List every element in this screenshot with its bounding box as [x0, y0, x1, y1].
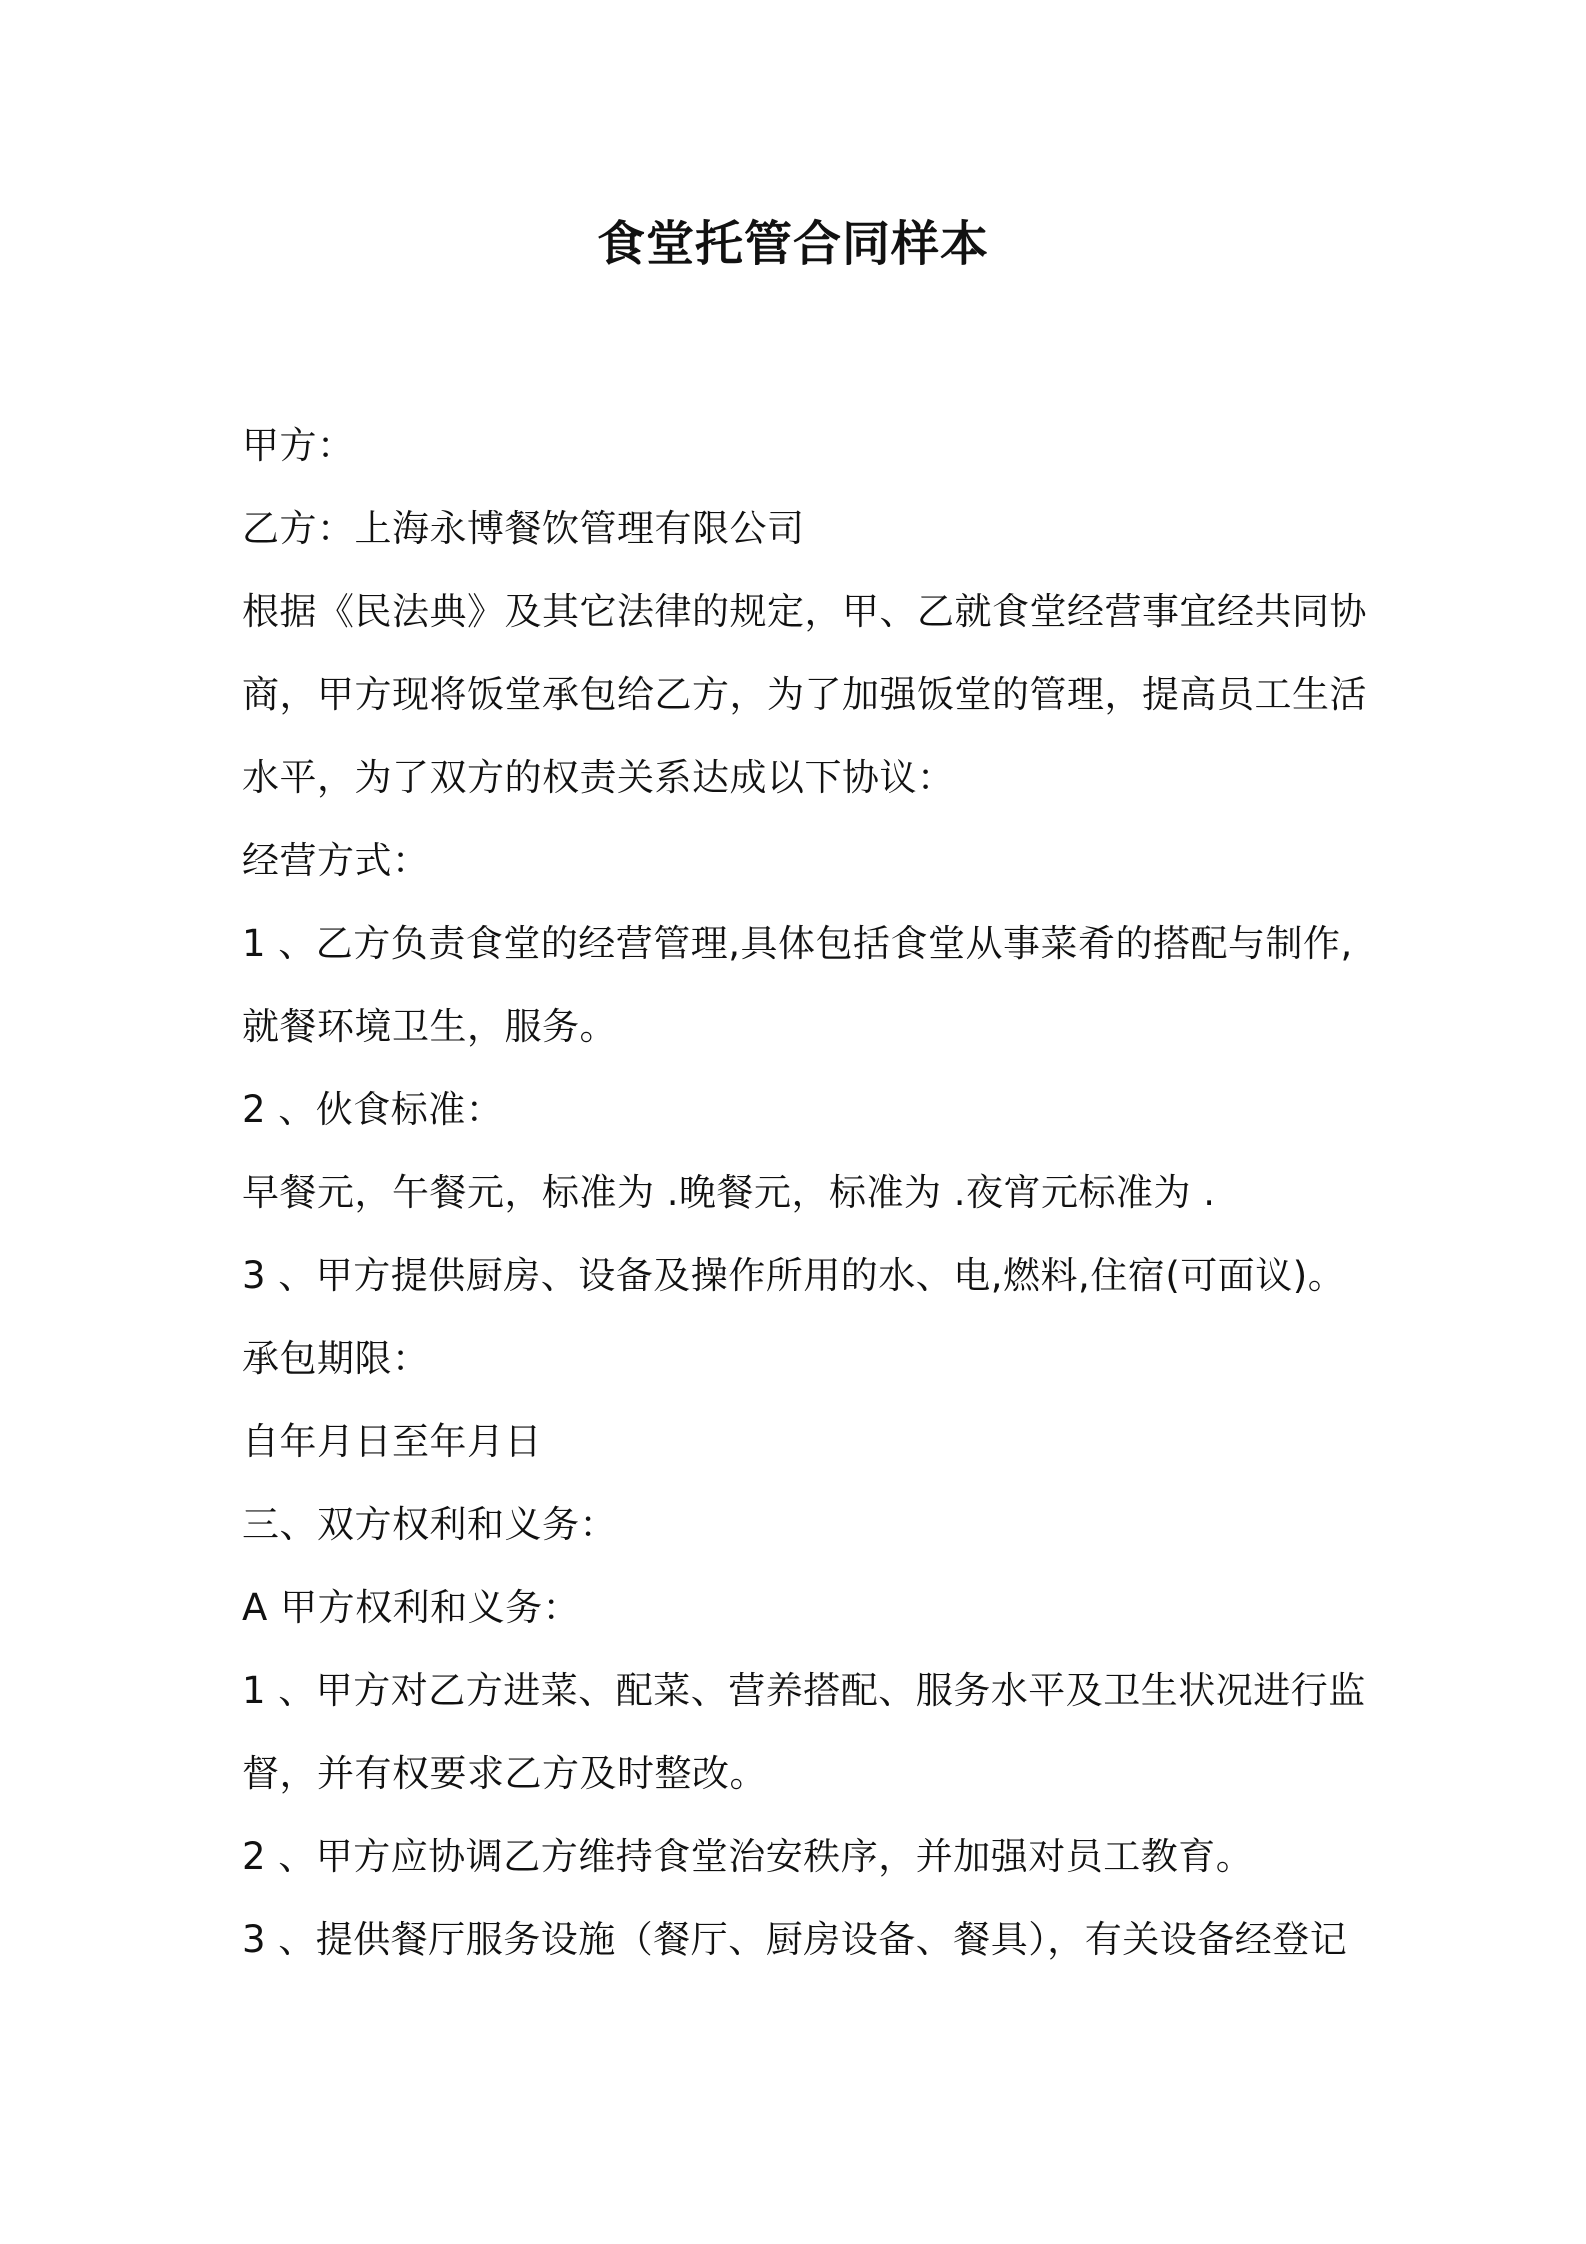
subsection-heading: A 甲方权利和义务：: [242, 1586, 581, 1629]
section-heading: 经营方式：: [242, 839, 430, 882]
term-line: 自年月日至年月日: [242, 1420, 542, 1463]
preamble-line: 商，甲方现将饭堂承包给乙方，为了加强饭堂的管理，提高员工生活: [242, 673, 1367, 716]
document-title: 食堂托管合同样本: [596, 216, 989, 272]
clause-line: 1 、乙方负责食堂的经营管理,具体包括食堂从事菜肴的搭配与制作,: [242, 922, 1353, 965]
party-b-line: 乙方：上海永博餐饮管理有限公司: [242, 507, 805, 550]
clause-line: 3 、提供餐厅服务设施（餐厅、厨房设备、餐具），有关设备经登记: [242, 1918, 1348, 1961]
clause-line: 2 、甲方应协调乙方维持食堂治安秩序，并加强对员工教育。: [242, 1835, 1254, 1878]
clause-line: 督，并有权要求乙方及时整改。: [242, 1752, 767, 1795]
clause-line: 3 、甲方提供厨房、设备及操作所用的水、电,燃料,住宿(可面议)。: [242, 1254, 1346, 1297]
preamble-line: 根据《民法典》及其它法律的规定，甲、乙就食堂经营事宜经共同协: [242, 590, 1367, 633]
clause-line: 就餐环境卫生，服务。: [242, 1005, 617, 1048]
section-heading: 承包期限：: [242, 1337, 430, 1380]
party-a-line: 甲方：: [242, 424, 355, 467]
clause-line: 早餐元，午餐元，标准为 .晚餐元，标准为 .夜宵元标准为 .: [242, 1171, 1216, 1214]
clause-line: 1 、甲方对乙方进菜、配菜、营养搭配、服务水平及卫生状况进行监: [242, 1669, 1366, 1712]
preamble-line: 水平，为了双方的权责关系达成以下协议：: [242, 756, 955, 799]
section-heading: 三、双方权利和义务：: [242, 1503, 617, 1546]
document-body: [242, 404, 1367, 1981]
clause-line: 2 、伙食标准：: [242, 1088, 504, 1131]
